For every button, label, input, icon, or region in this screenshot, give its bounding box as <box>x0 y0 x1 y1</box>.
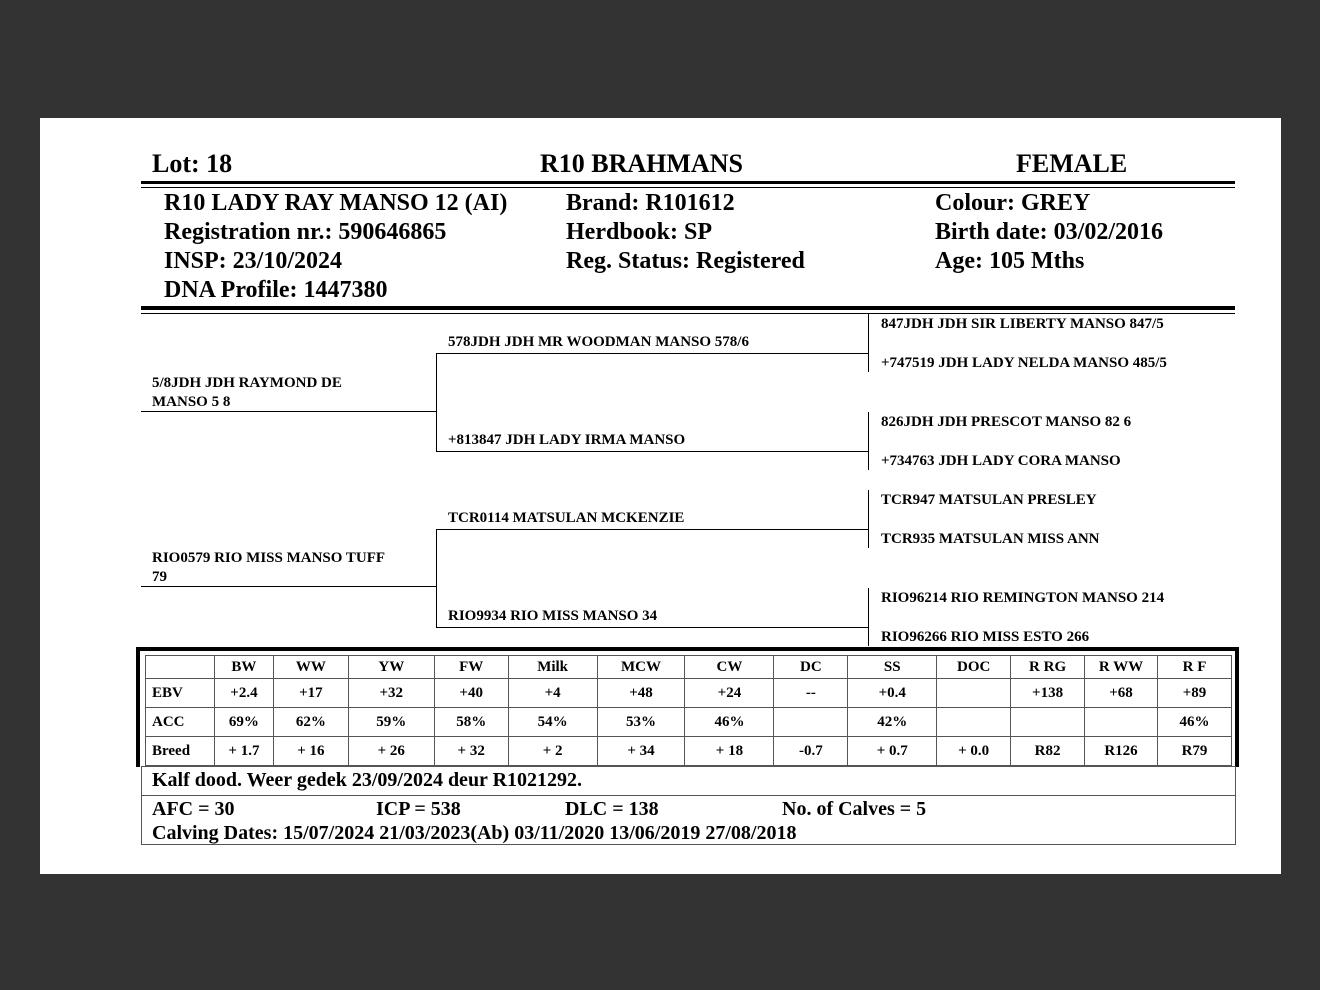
insp-date: INSP: 23/10/2024 <box>164 248 343 274</box>
ebv-cell <box>937 679 1011 708</box>
ebv-cell: +4 <box>508 679 597 708</box>
acc-cell: 53% <box>597 708 685 737</box>
ss-bracket <box>868 314 869 372</box>
breed-cell: + 2 <box>508 737 597 766</box>
ebv-cell: +89 <box>1157 679 1231 708</box>
acc-cell: 46% <box>685 708 774 737</box>
header-rule <box>141 181 1235 184</box>
ggp-name: 826JDH JDH PRESCOT MANSO 82 6 <box>881 414 1132 430</box>
acc-cell: 58% <box>434 708 508 737</box>
sd-line <box>436 451 869 452</box>
calves-count: No. of Calves = 5 <box>782 798 927 820</box>
ebv-header-cell: BW <box>214 656 273 679</box>
acc-cell: 59% <box>348 708 434 737</box>
reg-status: Reg. Status: Registered <box>566 248 805 274</box>
ebv-row-label: EBV <box>146 679 215 708</box>
breed-row-label: Breed <box>146 737 215 766</box>
breed-cell: + 0.0 <box>937 737 1011 766</box>
ebv-header-cell: WW <box>273 656 348 679</box>
ebv-cell: +0.4 <box>848 679 937 708</box>
calving-dates: Calving Dates: 15/07/2024 21/03/2023(Ab) 03/11/2020 13/06/2019 27/08/2018 <box>152 822 797 844</box>
dam-name: RIO0579 RIO MISS MANSO TUFF 79 <box>152 550 386 585</box>
animal-name: R10 LADY RAY MANSO 12 (AI) <box>164 190 508 216</box>
breed-cell: + 32 <box>434 737 508 766</box>
ebv-header-cell: FW <box>434 656 508 679</box>
ggp-name: RIO96214 RIO REMINGTON MANSO 214 <box>881 590 1165 606</box>
acc-row-label: ACC <box>146 708 215 737</box>
acc-cell <box>1085 708 1158 737</box>
ggp-name: RIO96266 RIO MISS ESTO 266 <box>881 629 1090 645</box>
breed-cell: + 16 <box>273 737 348 766</box>
note-box <box>141 766 1236 798</box>
acc-cell <box>1011 708 1085 737</box>
breed-cell: R79 <box>1157 737 1231 766</box>
sire-name: 5/8JDH JDH RAYMOND DE MANSO 5 8 <box>152 375 342 410</box>
dam-sire-name: TCR0114 MATSULAN MCKENZIE <box>448 510 685 526</box>
sire-bracket <box>436 353 437 451</box>
breed-cell: R82 <box>1011 737 1085 766</box>
acc-cell: 69% <box>214 708 273 737</box>
ebv-frame-right <box>1235 647 1239 767</box>
ebv-row <box>146 679 1232 708</box>
ebv-cell: +2.4 <box>214 679 273 708</box>
breed-cell: -0.7 <box>774 737 848 766</box>
ebv-cell: -- <box>774 679 848 708</box>
acc-cell: 46% <box>1157 708 1231 737</box>
dd-line <box>436 627 869 628</box>
breed-cell: + 18 <box>685 737 774 766</box>
dam-dam-name: RIO9934 RIO MISS MANSO 34 <box>448 608 658 624</box>
ebv-header-cell: R WW <box>1085 656 1158 679</box>
header-rule-thin <box>141 187 1235 188</box>
ggp-name: +734763 JDH LADY CORA MANSO <box>881 453 1121 469</box>
ebv-frame-left <box>136 647 140 767</box>
ebv-cell: +68 <box>1085 679 1158 708</box>
sd-bracket <box>868 412 869 470</box>
ggp-name: +747519 JDH LADY NELDA MANSO 485/5 <box>881 355 1167 371</box>
acc-cell <box>774 708 848 737</box>
ggp-name: TCR947 MATSULAN PRESLEY <box>881 492 1097 508</box>
ebv-header-cell <box>146 656 215 679</box>
birth-date: Birth date: 03/02/2016 <box>935 219 1163 245</box>
icp: ICP = 538 <box>376 798 461 820</box>
ebv-header-cell: R RG <box>1011 656 1085 679</box>
ds-line <box>436 529 869 530</box>
registration-number: Registration nr.: 590646865 <box>164 219 447 245</box>
ebv-header-cell: MCW <box>597 656 685 679</box>
ggp-name: 847JDH JDH SIR LIBERTY MANSO 847/5 <box>881 316 1164 332</box>
ebv-header-row <box>146 656 1232 679</box>
herdbook: Herdbook: SP <box>566 219 713 245</box>
breed-cell: R126 <box>1085 737 1158 766</box>
info-rule-thin <box>141 313 1235 314</box>
ebv-cell: +32 <box>348 679 434 708</box>
ebv-cell: +40 <box>434 679 508 708</box>
ebv-cell: +24 <box>685 679 774 708</box>
ebv-table <box>145 655 1232 766</box>
acc-cell: 62% <box>273 708 348 737</box>
ebv-frame-top <box>136 647 1239 651</box>
breed-row <box>146 737 1232 766</box>
stats-box <box>141 795 1236 845</box>
breed-cell: + 34 <box>597 737 685 766</box>
ebv-header-cell: DOC <box>937 656 1011 679</box>
ebv-header-cell: R F <box>1157 656 1231 679</box>
ebv-cell: +17 <box>273 679 348 708</box>
animal-sex: FEMALE <box>1016 149 1128 178</box>
dam-bracket <box>436 529 437 627</box>
dlc: DLC = 138 <box>565 798 659 820</box>
sire-dam-name: +813847 JDH LADY IRMA MANSO <box>448 432 686 448</box>
lot-number: Lot: 18 <box>152 149 233 178</box>
acc-cell: 42% <box>848 708 937 737</box>
ggp-name: TCR935 MATSULAN MISS ANN <box>881 531 1100 547</box>
info-rule <box>141 306 1235 310</box>
ds-bracket <box>868 490 869 548</box>
ebv-header-cell: YW <box>348 656 434 679</box>
age: Age: 105 Mths <box>935 248 1085 274</box>
dna-profile: DNA Profile: 1447380 <box>164 277 388 303</box>
dd-bracket <box>868 588 869 646</box>
colour: Colour: GREY <box>935 190 1091 216</box>
afc: AFC = 30 <box>152 798 235 820</box>
breed-cell: + 1.7 <box>214 737 273 766</box>
acc-cell: 54% <box>508 708 597 737</box>
breed-cell: + 0.7 <box>848 737 937 766</box>
acc-row <box>146 708 1232 737</box>
sire-sire-name: 578JDH JDH MR WOODMAN MANSO 578/6 <box>448 334 749 350</box>
ebv-header-cell: DC <box>774 656 848 679</box>
note-text: Kalf dood. Weer gedek 23/09/2024 deur R1021292. <box>152 769 583 791</box>
pedigree-card <box>40 118 1281 874</box>
acc-cell <box>937 708 1011 737</box>
ebv-cell: +48 <box>597 679 685 708</box>
breed-cell: + 26 <box>348 737 434 766</box>
ebv-header-cell: CW <box>685 656 774 679</box>
ebv-cell: +138 <box>1011 679 1085 708</box>
ebv-header-cell: SS <box>848 656 937 679</box>
ss-line <box>436 353 869 354</box>
ebv-header-cell: Milk <box>508 656 597 679</box>
brand: Brand: R101612 <box>566 190 735 216</box>
breeder-name: R10 BRAHMANS <box>540 149 743 178</box>
